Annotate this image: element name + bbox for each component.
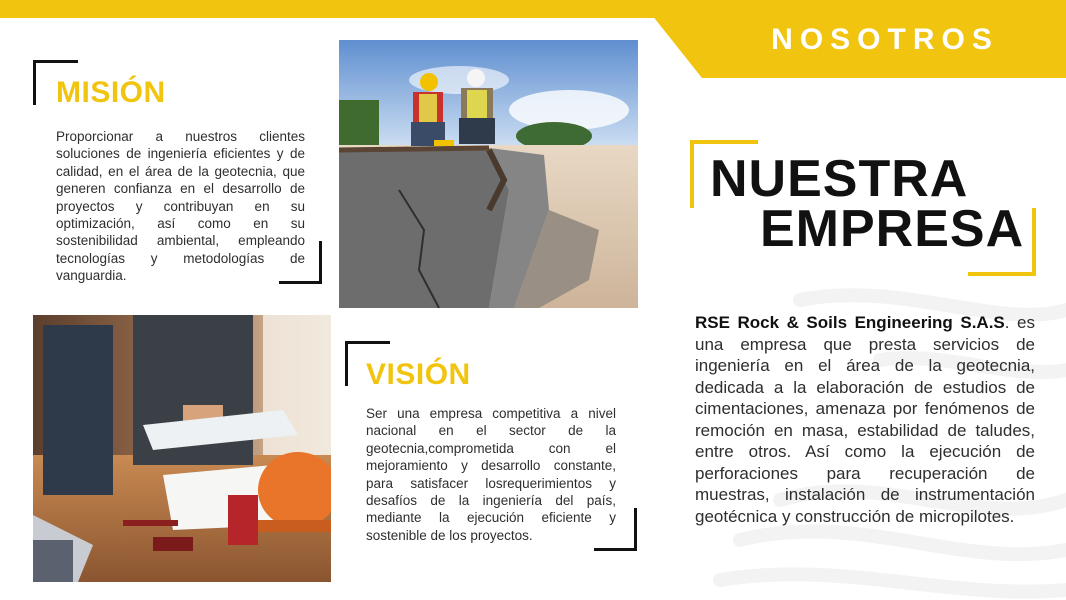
header-tab-title: NOSOTROS xyxy=(771,23,999,56)
company-description-text: . es una empresa que presta servicios de ingeniería en el área de la geotecnia, dedicada a la elaboración de estudios de cimentaciones, amenaza por fenómenos de remoción en masa, estabilidad de taludes, entre otros. Así como la ejecución de perforaciones para recuperación de muestras, instalación de instrumentación geotécnica y construcción de micropilotes. xyxy=(695,313,1035,526)
empresa-description xyxy=(695,312,1035,527)
vision-text: Ser una empresa competitiva a nivel nacional en el sector de la geotecnia,comprometida con el mejoramiento y desarrollo constante, para satisfacer losrequerimientos y desafíos de la ingeniería del país, mediante la ejecución eficiente y sostenible de los proyectos. xyxy=(366,406,616,543)
vision-bracket-bottom-right xyxy=(594,508,637,551)
empresa-title-line1: NUESTRA xyxy=(710,150,969,208)
empresa-bracket-bottom-right xyxy=(968,208,1036,276)
vision-heading: VISIÓN xyxy=(366,358,471,391)
mision-text: Proporcionar a nuestros clientes soluciones de ingeniería eficientes y de calidad, en el área de la geotecnia, que generen confianza en el desarrollo de proyectos y contribuyan en su optimización, así como en su sostenibilidad ambiental, empleando tecnologías y metodologías de vanguardia. xyxy=(56,129,305,284)
mision-bracket-bottom-right xyxy=(279,241,322,284)
empresa-title-line2: EMPRESA xyxy=(760,200,1025,258)
photo-geotech-workers xyxy=(339,40,638,308)
mision-heading: MISIÓN xyxy=(56,76,166,109)
photo-engineers-blueprints xyxy=(33,315,331,582)
company-name: RSE Rock & Soils Engineering S.A.S xyxy=(695,313,1005,332)
